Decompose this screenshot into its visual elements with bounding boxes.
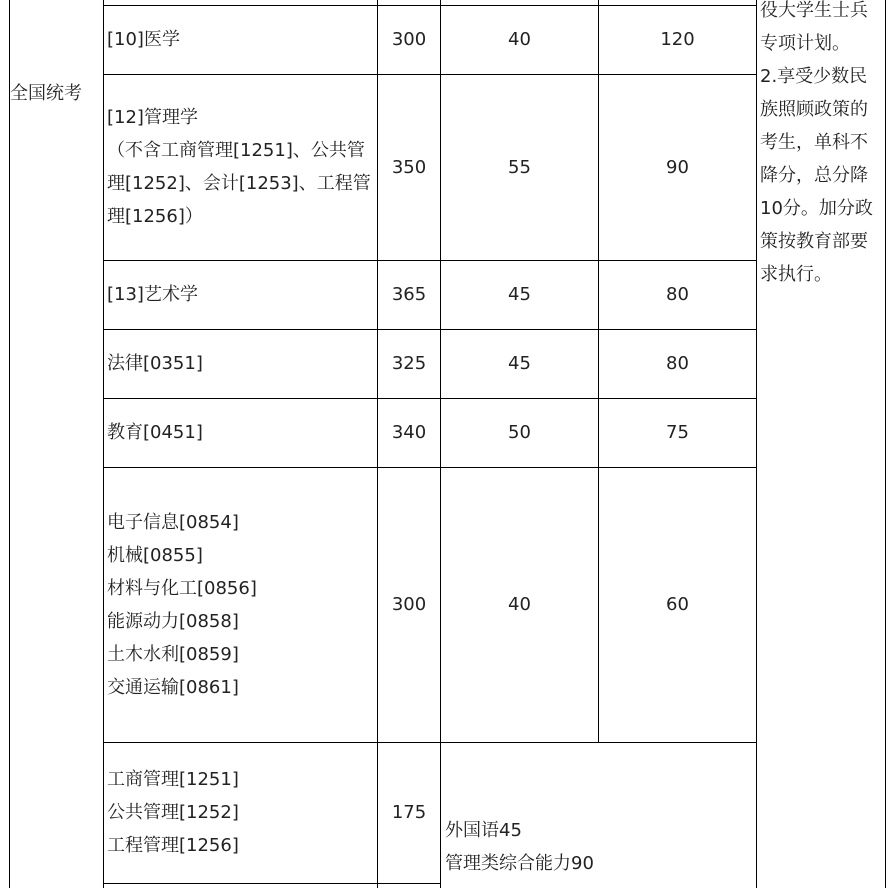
single-score-a: 40: [508, 29, 531, 50]
row-divider: [103, 260, 756, 261]
single-score-b: 75: [666, 422, 689, 443]
note-line: 策按教育部要: [760, 231, 868, 252]
total-score: 325: [391, 353, 427, 374]
subject-name: 机械[0855]: [107, 545, 203, 566]
merged-single-score: 外国语45: [445, 820, 522, 841]
row-divider: [103, 74, 756, 75]
subject-name: 工程管理[1256]: [107, 835, 239, 856]
row-divider: [103, 398, 756, 399]
note-line: 族照顾政策的: [760, 99, 868, 120]
row-divider: [103, 742, 756, 743]
single-score-b: 120: [660, 29, 695, 50]
subject-name: 法律[0351]: [107, 353, 203, 374]
total-score: 300: [391, 594, 427, 615]
subject-name: [10]医学: [107, 29, 180, 50]
note-line: 役大学生士兵: [760, 0, 868, 21]
subject-name: [13]艺术学: [107, 284, 198, 305]
note-line: 求执行。: [760, 264, 832, 285]
subject-name: 理[1256]）: [107, 206, 203, 227]
table-border-left: [9, 0, 10, 888]
total-score: 175: [391, 802, 427, 823]
subject-name: 公共管理[1252]: [107, 802, 239, 823]
note-line: 10分。加分政: [760, 198, 873, 219]
policy-note: [760, 0, 873, 291]
subject-name: （不含工商管理[1251]、公共管: [107, 140, 365, 161]
note-line: 专项计划。: [760, 33, 850, 54]
category-label: 全国统考: [10, 83, 82, 104]
subject-name: 交通运输[0861]: [107, 677, 239, 698]
category-column-divider: [103, 0, 104, 888]
note-line: 2.享受少数民: [760, 66, 868, 87]
merged-single-score: 管理类综合能力90: [445, 853, 594, 874]
row-divider: [103, 883, 440, 884]
single-score-b: 80: [666, 284, 689, 305]
row-divider: [103, 5, 756, 6]
single-score-a: 40: [508, 594, 531, 615]
single-score-a: 45: [508, 284, 531, 305]
subject-name: 工商管理[1251]: [107, 769, 239, 790]
single-score-b: 60: [666, 594, 689, 615]
note-column-divider: [756, 0, 757, 888]
subject-name: 能源动力[0858]: [107, 611, 239, 632]
note-line: 考生，单科不: [760, 132, 868, 153]
total-score: 300: [391, 29, 427, 50]
table-border-right: [885, 0, 886, 888]
subject-name: 教育[0451]: [107, 422, 203, 443]
single-score-a: 50: [508, 422, 531, 443]
single-score-a: 55: [508, 157, 531, 178]
single-score-b: 90: [666, 157, 689, 178]
subject-name: 理[1252]、会计[1253]、工程管: [107, 173, 371, 194]
total-score: 350: [391, 157, 427, 178]
single-score-a: 45: [508, 353, 531, 374]
note-line: 降分，总分降: [760, 165, 868, 186]
row-divider: [103, 329, 756, 330]
total-score: 340: [391, 422, 427, 443]
subject-name: 材料与化工[0856]: [107, 578, 257, 599]
total-score: 365: [391, 284, 427, 305]
single-score-b: 80: [666, 353, 689, 374]
subject-name: 电子信息[0854]: [107, 512, 239, 533]
subject-name: [12]管理学: [107, 107, 198, 128]
subject-name: 土木水利[0859]: [107, 644, 239, 665]
row-divider: [103, 467, 756, 468]
